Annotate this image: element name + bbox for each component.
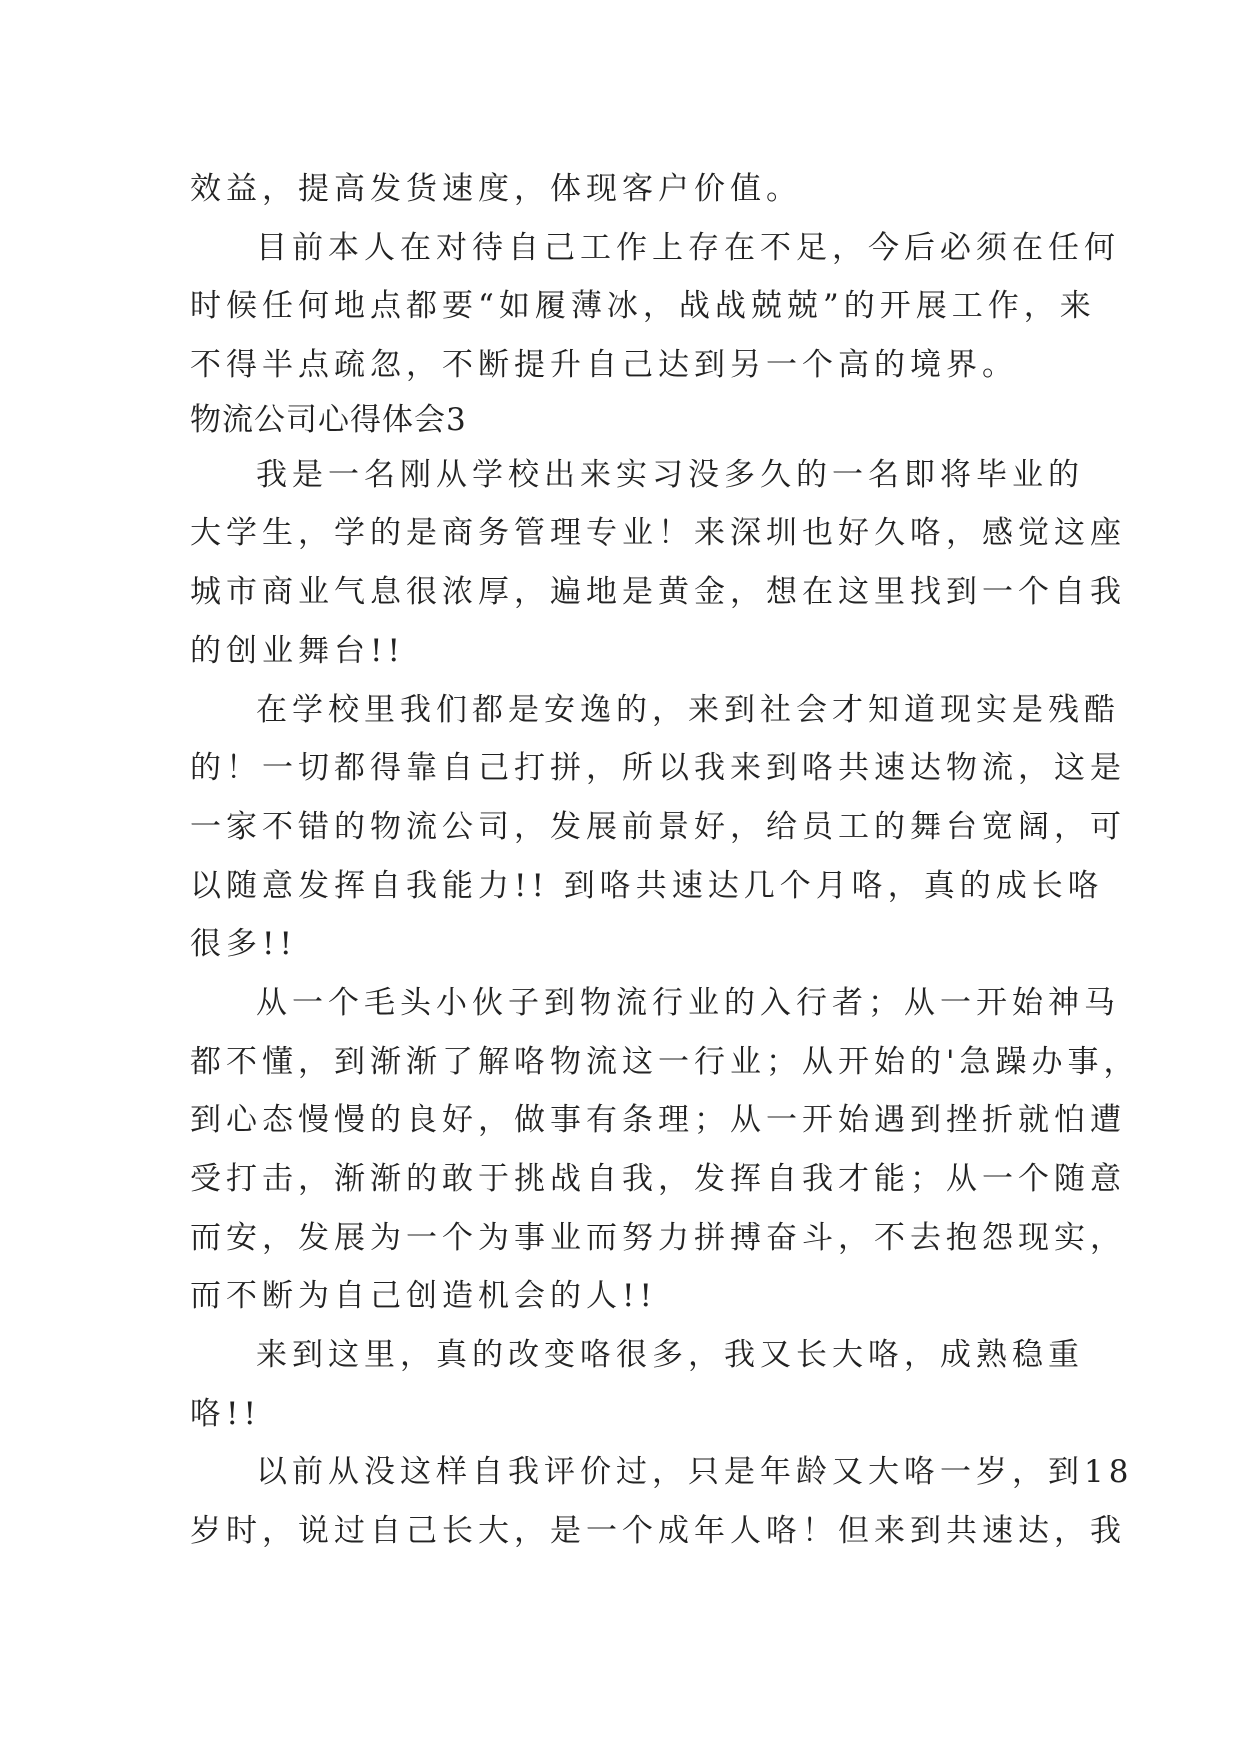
paragraph-start-line: 目前本人在对待自己工作上存在不足，今后必须在任何 [256, 229, 1120, 266]
text-line: 岁时，说过自己长大，是一个成年人咯！但来到共速达，我 [190, 1513, 1126, 1550]
paragraph-start-line: 从一个毛头小伙子到物流行业的入行者；从一开始神马 [256, 984, 1120, 1021]
text-line: 一家不错的物流公司，发展前景好，给员工的舞台宽阔，可 [190, 808, 1126, 845]
text-line: 咯!! [190, 1395, 261, 1432]
text-line: 而不断为自己创造机会的人!! [190, 1278, 657, 1315]
text-line: 很多!! [190, 926, 297, 963]
text-line: 以随意发挥自我能力!! 到咯共速达几个月咯，真的成长咯 [190, 867, 1104, 904]
paragraph-start-line: 在学校里我们都是安逸的，来到社会才知道现实是残酷 [256, 691, 1120, 728]
text-line: 的！一切都得靠自己打拼，所以我来到咯共速达物流，这是 [190, 750, 1126, 787]
paragraph-start-line: 以前从没这样自我评价过，只是年龄又大咯一岁，到18 [256, 1454, 1134, 1491]
text-line: 大学生，学的是商务管理专业！来深圳也好久咯，感觉这座 [190, 515, 1126, 552]
text-line: 都不懂，到渐渐了解咯物流这一行业；从开始的'急躁办事， [190, 1043, 1140, 1080]
text-line: 不得半点疏忽，不断提升自己达到另一个高的境界。 [190, 347, 1018, 384]
document-body [190, 160, 1140, 1561]
section-heading: 物流公司心得体会3 [190, 401, 467, 438]
text-line: 受打击，渐渐的敢于挑战自我，发挥自我才能；从一个随意 [190, 1161, 1126, 1197]
paragraph-start-line: 我是一名刚从学校出来实习没多久的一名即将毕业的 [256, 456, 1084, 493]
text-line: 时候任何地点都要“如履薄冰，战战兢兢”的开展工作，来 [190, 288, 1096, 325]
text-line: 而安，发展为一个为事业而努力拼搏奋斗，不去抱怨现实， [190, 1219, 1126, 1256]
text-line: 的创业舞台!! [190, 632, 405, 669]
text-line: 效益，提高发货速度，体现客户价值。 [190, 171, 802, 207]
text-line: 城市商业气息很浓厚，遍地是黄金，想在这里找到一个自我 [190, 574, 1126, 611]
text-line: 到心态慢慢的良好，做事有条理；从一开始遇到挫折就怕遭 [190, 1102, 1126, 1139]
paragraph-start-line: 来到这里，真的改变咯很多，我又长大咯，成熟稳重 [256, 1337, 1084, 1374]
